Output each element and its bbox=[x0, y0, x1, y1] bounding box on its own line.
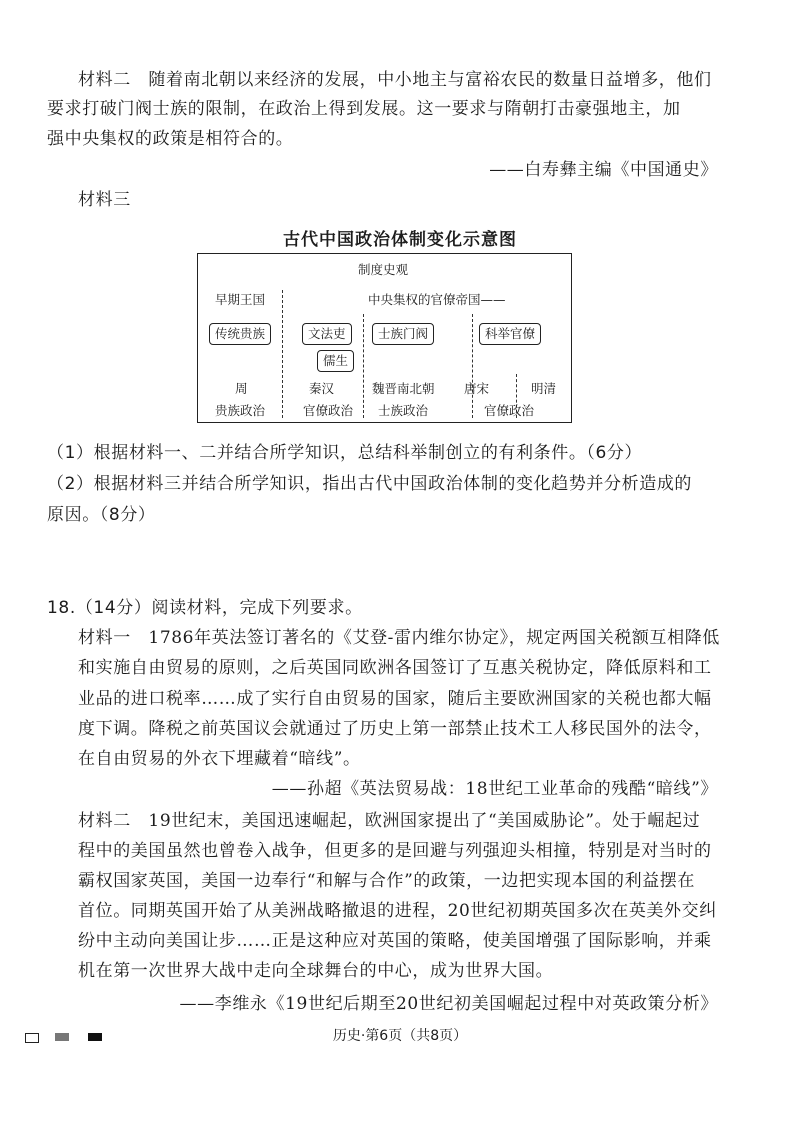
q18-material2-line-2: 程中的美国虽然也曾卷入战争，但更多的是回避与列强迎头相撞，特别是对当时的 bbox=[78, 841, 712, 861]
q18-material2-source: ——李维永《19世纪后期至20世纪初美国崛起过程中对英政策分析》 bbox=[179, 994, 718, 1014]
q18-material1-line-1: 材料一 1786年英法签订著名的《艾登-雷内维尔协定》，规定两国关税额互相降低 bbox=[78, 628, 720, 648]
q18-material2-line-4: 首位。同期英国开始了从美洲战略撤退的进程，20世纪初期英国多次在英美外交纠 bbox=[78, 901, 717, 921]
regime-gentry: 士族政治 bbox=[378, 403, 429, 418]
q18-material2-line-3: 霸权国家英国，美国一边奉行“和解与合作”的政策，一边把实现本国的利益摆在 bbox=[78, 871, 695, 891]
central-empire-label: 中央集权的官僚帝国—— bbox=[368, 292, 506, 307]
material2-line-1: 材料二 随着南北朝以来经济的发展，中小地主与富裕农民的数量日益增多，他们 bbox=[78, 70, 712, 90]
q18-material2-line-5: 纷中主动向美国让步……正是这种应对英国的策略，使美国增强了国际影响，并乘 bbox=[78, 931, 712, 951]
q18-material1-line-5: 在自由贸易的外衣下埋藏着“暗线”。 bbox=[78, 749, 361, 769]
dynasty-tang-song: 唐宋 bbox=[464, 381, 490, 396]
q18-material1-line-2: 和实施自由贸易的原则，之后英国同欧洲各国签订了互惠关税协定，降低原料和工 bbox=[78, 658, 712, 678]
q18-material1-line-4: 度下调。降税之前英国议会就通过了历史上第一部禁止技术工人移民国外的法令， bbox=[78, 719, 712, 739]
dynasty-qin-han: 秦汉 bbox=[309, 381, 335, 396]
question17-1: （1）根据材料一、二并结合所学知识，总结科举制创立的有利条件。（6分） bbox=[47, 443, 643, 463]
material2-source: ——白寿彝主编《中国通史》 bbox=[489, 160, 718, 180]
box-civil-clerks: 文法吏 bbox=[302, 323, 352, 345]
q18-material1-source: ——孙超《英法贸易战：18世纪工业革命的残酷“暗线”》 bbox=[271, 779, 718, 799]
q18-material2-line-1: 材料二 19世纪末，美国迅速崛起，欧洲国家提出了“美国威胁论”。处于崛起过 bbox=[78, 811, 701, 831]
box-confucian-scholars: 儒生 bbox=[317, 350, 354, 372]
divider-line-3 bbox=[472, 314, 473, 418]
early-kingdom-label: 早期王国 bbox=[215, 292, 266, 307]
dynasty-zhou: 周 bbox=[235, 381, 248, 396]
q18-material2-line-6: 机在第一次世界大战中走向全球舞台的中心，成为世界大国。 bbox=[78, 961, 554, 981]
material2-line-2: 要求打破门阀士族的限制，在政治上得到发展。这一要求与隋朝打击豪强地主，加 bbox=[47, 99, 681, 119]
dynasty-ming-qing: 明清 bbox=[531, 381, 557, 396]
diagram-title: 古代中国政治体制变化示意图 bbox=[283, 230, 517, 250]
regime-bureaucratic-2: 官僚政治 bbox=[484, 403, 535, 418]
box-exam-officials: 科举官僚 bbox=[479, 323, 541, 345]
question17-2-cont: 原因。（8分） bbox=[47, 505, 156, 525]
material3-label: 材料三 bbox=[78, 190, 131, 210]
question17-2: （2）根据材料三并结合所学知识，指出古代中国政治体制的变化趋势并分析造成的 bbox=[47, 474, 693, 494]
q18-material1-line-3: 业品的进口税率……成了实行自由贸易的国家，随后主要欧洲国家的关税也都大幅 bbox=[78, 689, 712, 709]
dynasty-wei-jin: 魏晋南北朝 bbox=[372, 381, 435, 396]
material2-line-3: 强中央集权的政策是相符合的。 bbox=[47, 129, 294, 149]
question18-header: 18.（14分）阅读材料，完成下列要求。 bbox=[47, 598, 363, 618]
box-gentry-clans: 士族门阀 bbox=[372, 323, 434, 345]
divider-line-1 bbox=[282, 290, 283, 418]
regime-bureaucratic-1: 官僚政治 bbox=[303, 403, 354, 418]
divider-line-2 bbox=[363, 314, 364, 418]
regime-aristocratic: 贵族政治 bbox=[215, 403, 266, 418]
box-traditional-nobility: 传统贵族 bbox=[209, 323, 271, 345]
page-footer: 历史·第6页（共8页） bbox=[332, 1028, 468, 1044]
political-system-diagram bbox=[197, 253, 572, 423]
diagram-header: 制度史观 bbox=[358, 262, 409, 277]
